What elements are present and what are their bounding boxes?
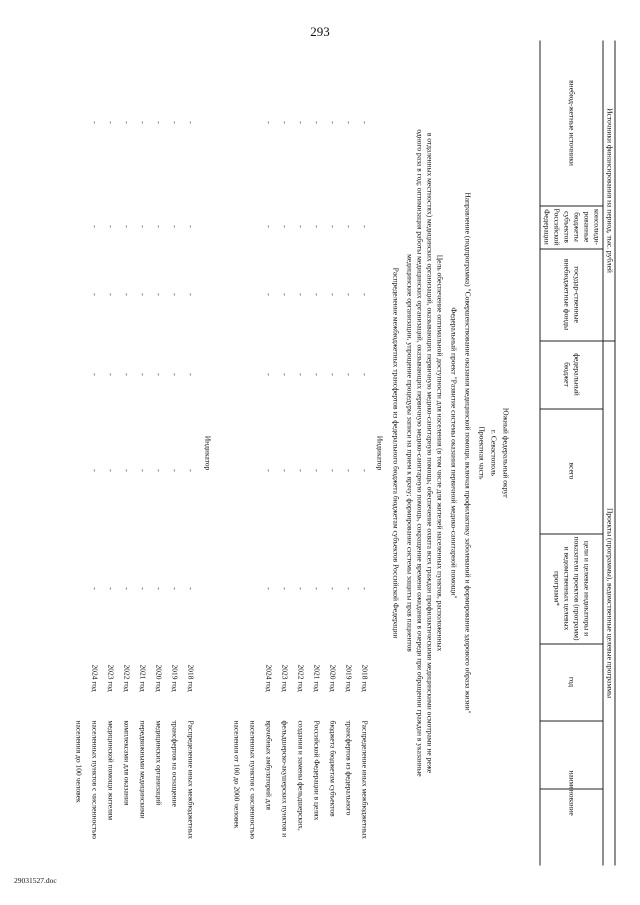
header-goals: цели и целевые индикаторы и показатели проектов (программ) и ведомственных целевых программ*	[552, 536, 592, 640]
block-1-value: -	[264, 292, 273, 296]
header-name: наименование	[567, 769, 577, 816]
federal-project-line: Федеральный проект "Развитие системы оказания первичной медико-санитарной помощи"	[449, 306, 458, 599]
block-2-value: -	[154, 586, 163, 590]
block-2-value: -	[138, 372, 147, 376]
block-1-value: -	[360, 372, 369, 376]
block-1-value: -	[344, 292, 353, 296]
block-2-value: -	[106, 120, 115, 124]
block-2-year: 2021 год	[138, 664, 147, 692]
block-1-value: -	[312, 292, 321, 296]
block-2-value: -	[154, 120, 163, 124]
block-2-value: -	[170, 292, 179, 296]
block-2-value: -	[186, 372, 195, 376]
block-2-value: -	[186, 292, 195, 296]
block-1-year: 2022 год	[296, 664, 305, 692]
block-1-value: -	[264, 120, 273, 124]
block-1-value: -	[344, 372, 353, 376]
block-2-value: -	[186, 586, 195, 590]
footer-doc-name: 29031527.doc	[14, 876, 57, 885]
header-regional: консолиди-рованные бюджеты субъектов Российской Федерации	[542, 208, 602, 245]
block-1-value: -	[312, 120, 321, 124]
block-1-value: -	[312, 468, 321, 472]
block-2-value: -	[90, 468, 99, 472]
block-2-value: -	[170, 120, 179, 124]
block-1-name-line: создания и замены фельдшерских,	[296, 720, 305, 831]
header-federal: федеральный бюджет	[562, 352, 582, 396]
block-1-year: 2021 год	[312, 664, 321, 692]
block-2-value: -	[170, 372, 179, 376]
block-1-name-line: врачебных амбулаторий для	[264, 720, 273, 810]
block-2-year: 2019 год	[170, 664, 179, 692]
block-2-year: 2022 год	[122, 664, 131, 692]
indicator-label-2: Индикатор	[203, 435, 212, 470]
block-2-value: -	[106, 468, 115, 472]
block-1-value: -	[328, 224, 337, 228]
block-2-name-line: комплексами для оказания	[122, 720, 131, 805]
block-1-value: -	[296, 120, 305, 124]
block-1-value: -	[328, 120, 337, 124]
goal-line-1: Цель обеспечение оптимальной доступности для населения (в том числе для жителей населенных пунктов, расположенных	[435, 254, 444, 651]
block-2-value: -	[122, 120, 131, 124]
header-extrabudget: внебюд-жетные источники	[567, 79, 577, 166]
block-1-name-line: Распределение иных межбюджетных	[360, 720, 369, 839]
block-2-value: -	[90, 224, 99, 228]
block-2-name-line: населения до 100 человек	[74, 720, 83, 803]
block-1-value: -	[296, 224, 305, 228]
block-2-year: 2018 год	[186, 664, 195, 692]
block-2-value: -	[138, 120, 147, 124]
block-1-name-line: Российской Федерации в целях	[312, 720, 321, 820]
block-2-value: -	[154, 224, 163, 228]
block-1-value: -	[280, 586, 289, 590]
block-1-value: -	[312, 586, 321, 590]
city-line: г. Севастополь	[489, 429, 498, 476]
block-1-value: -	[296, 292, 305, 296]
block-1-value: -	[360, 292, 369, 296]
block-2-value: -	[122, 224, 131, 228]
header-financing-group: Источники финансирования на период, тыс. рублей	[605, 107, 614, 273]
block-1-name-line: фельдшерско-акушерских пунктов и	[280, 720, 289, 837]
block-2-name-line: передвижными медицинскими	[138, 720, 147, 819]
block-2-name-line: населенных пунктов с численностью	[90, 720, 99, 839]
block-1-name-line: населения от 100 до 2000 человек	[232, 720, 241, 828]
block-2-value: -	[122, 468, 131, 472]
block-2-value: -	[186, 224, 195, 228]
block-1-value: -	[264, 468, 273, 472]
header-year: год	[567, 676, 577, 687]
block-1-year: 2019 год	[344, 664, 353, 692]
block-2-value: -	[106, 292, 115, 296]
block-1-value: -	[328, 468, 337, 472]
block-2-value: -	[90, 586, 99, 590]
block-2-value: -	[122, 292, 131, 296]
block-1-value: -	[280, 292, 289, 296]
block-2-value: -	[122, 586, 131, 590]
block-1-name-line: бюджета бюджетам субъектов	[328, 720, 337, 817]
block-2-value: -	[170, 586, 179, 590]
block-2-value: -	[154, 292, 163, 296]
block-1-year: 2018 год	[360, 664, 369, 692]
block-1-value: -	[280, 224, 289, 228]
block-1-year: 2023 год	[280, 664, 289, 692]
block-2-value: -	[106, 372, 115, 376]
district-line: Южный федеральный округ	[501, 407, 510, 498]
block-1-value: -	[360, 224, 369, 228]
block-2-year: 2020 год	[154, 664, 163, 692]
block-1-value: -	[296, 586, 305, 590]
block-1-value: -	[296, 372, 305, 376]
block-1-name-line: трансфертов из федерального	[344, 720, 353, 815]
block-1-value: -	[328, 372, 337, 376]
block-2-name-line: Распределение иных межбюджетных	[186, 720, 195, 839]
block-2-value: -	[106, 586, 115, 590]
block-1-value: -	[264, 372, 273, 376]
block-1-value: -	[328, 292, 337, 296]
block-2-value: -	[122, 372, 131, 376]
block-1-value: -	[344, 468, 353, 472]
block-1-value: -	[344, 224, 353, 228]
block-2-year: 2024 год	[90, 664, 99, 692]
block-2-value: -	[170, 468, 179, 472]
block-2-value: -	[90, 372, 99, 376]
block-1-year: 2020 год	[328, 664, 337, 692]
block-1-value: -	[312, 372, 321, 376]
block-2-name-line: медицинской помощи жителям	[106, 720, 115, 820]
page-number: 293	[310, 24, 330, 39]
block-1-value: -	[280, 468, 289, 472]
block-1-value: -	[360, 586, 369, 590]
block-2-value: -	[186, 120, 195, 124]
block-2-value: -	[106, 224, 115, 228]
goal-line-3: одного раза в год; оптимизация работы медицинских организаций, оказывающих первичную медико-санитарную помощь, сокращение времени ожидания в очереди при обращении граждан в указанные	[415, 128, 424, 777]
block-2-value: -	[170, 224, 179, 228]
block-2-year: 2023 год	[106, 664, 115, 692]
direction-line: Направление (подпрограмма) "Совершенствование оказания медицинской помощи, включая профилактику заболеваний и формирование здорового образа жизни"	[463, 191, 472, 714]
indicator-label-1: Индикатор	[375, 435, 384, 470]
block-2-value: -	[90, 292, 99, 296]
header-projects-group: Проекты (программы), ведомственные целевые программы	[605, 507, 614, 698]
block-2-value: -	[138, 292, 147, 296]
block-1-value: -	[328, 586, 337, 590]
block-1-value: -	[344, 586, 353, 590]
block-1-value: -	[264, 586, 273, 590]
project-part-line: Проектная часть	[477, 426, 486, 479]
block-2-name-line: медицинских организаций	[154, 720, 163, 805]
block-2-value: -	[138, 468, 147, 472]
header-total: всего	[567, 462, 577, 479]
block-2-value: -	[186, 468, 195, 472]
block-1-value: -	[360, 468, 369, 472]
block-1-value: -	[280, 372, 289, 376]
goal-line-4: медицинские организации, упрощение процедуры записи на прием к врачу; формирование системы защиты прав пациентов	[405, 253, 414, 652]
block-1-name-line: населенных пунктов с численностью	[248, 720, 257, 839]
block-2-value: -	[154, 372, 163, 376]
block-2-value: -	[154, 468, 163, 472]
block-1-value: -	[312, 224, 321, 228]
block-2-name-line: трансфертов на оснащение	[170, 720, 179, 807]
block-2-value: -	[90, 120, 99, 124]
block-1-value: -	[360, 120, 369, 124]
block-1-year: 2024 год	[264, 664, 273, 692]
block-1-value: -	[296, 468, 305, 472]
block-2-value: -	[138, 224, 147, 228]
block-2-value: -	[138, 586, 147, 590]
header-state-funds: государ-ственные внебюджетные фонды	[562, 258, 582, 330]
transfers-line: Распределение межбюджетных трансфертов из федерального бюджета бюджетам субъектов Российской Федерации	[391, 267, 400, 638]
block-1-value: -	[280, 120, 289, 124]
block-1-value: -	[344, 120, 353, 124]
goal-line-2: в отдаленных местностях) медицинских организаций, оказывающих первичную медико-санитарную помощь; обеспечение охвата всех граждан профилактическими медицинскими осмотрами не реже	[425, 132, 434, 773]
block-1-value: -	[264, 224, 273, 228]
